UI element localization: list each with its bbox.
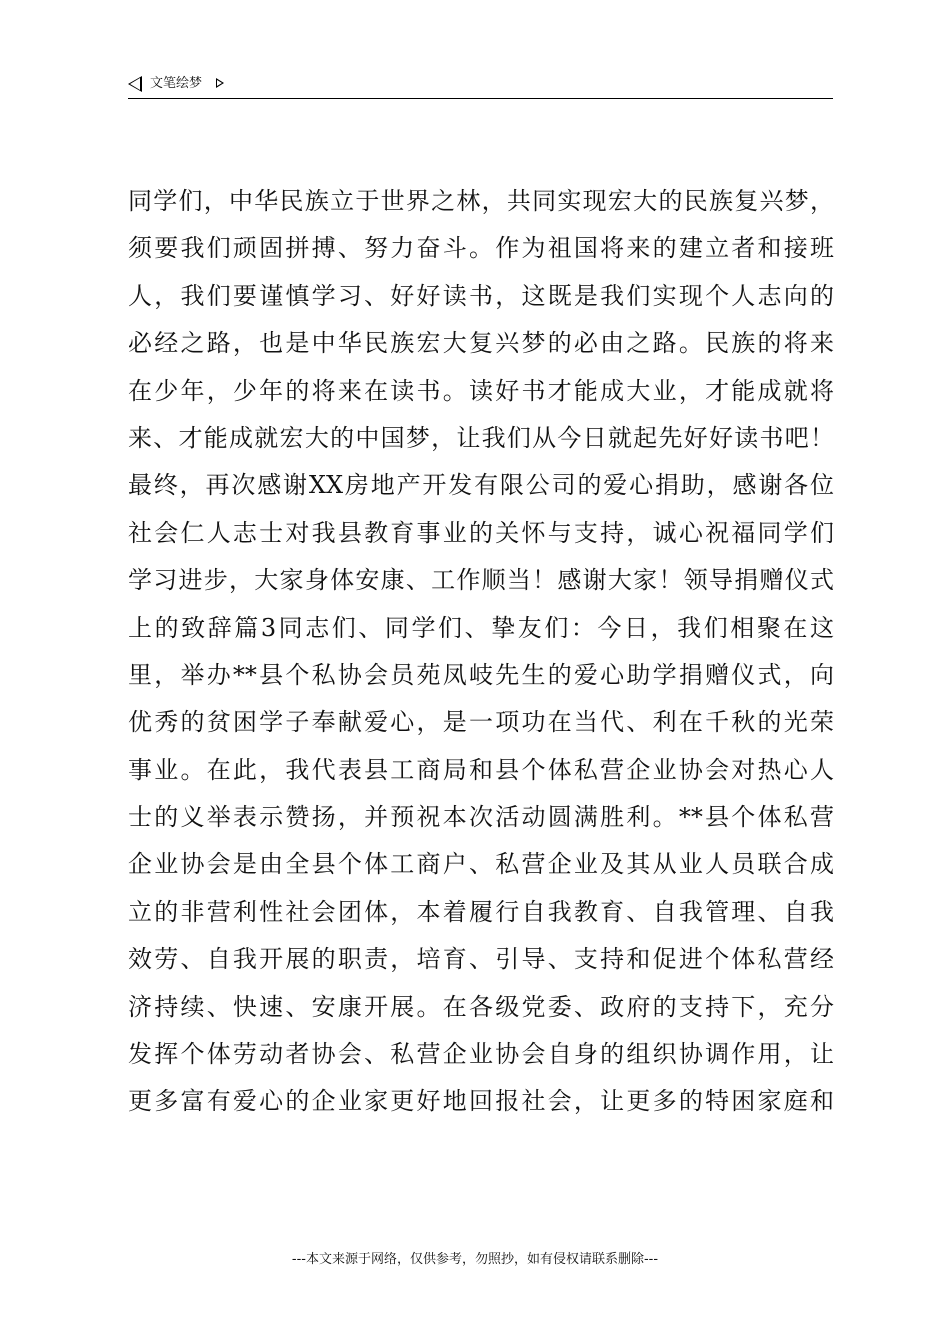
body-line: 立的非营利性社会团体，本着履行自我教育、自我管理、自我 xyxy=(128,897,834,926)
document-body xyxy=(128,178,834,1126)
page-header xyxy=(128,72,833,99)
body-line: 发挥个体劳动者协会、私营企业协会自身的组织协调作用，让 xyxy=(128,1040,834,1069)
body-line: 效劳、自我开展的职责，培育、引导、支持和促进个体私营经 xyxy=(128,945,834,974)
body-line: 最终，再次感谢XX房地产开发有限公司的爱心捐助，感谢各位 xyxy=(128,471,834,500)
body-line: 社会仁人志士对我县教育事业的关怀与支持，诚心祝福同学们 xyxy=(128,518,834,547)
body-line: 上的致辞篇3同志们、同学们、挚友们：今日，我们相聚在这 xyxy=(128,613,834,642)
body-line: 企业协会是由全县个体工商户、私营企业及其从业人员联合成 xyxy=(128,850,834,879)
triangle-right-icon xyxy=(216,78,224,88)
body-line: 须要我们顽固拼搏、努力奋斗。作为祖国将来的建立者和接班 xyxy=(128,234,834,263)
body-line: 同学们，中华民族立于世界之林，共同实现宏大的民族复兴梦， xyxy=(128,187,834,215)
body-line: 士的义举表示赞扬，并预祝本次活动圆满胜利。**县个体私营 xyxy=(128,803,834,832)
body-line: 必经之路，也是中华民族宏大复兴梦的必由之路。民族的将来 xyxy=(128,329,834,358)
body-line: 事业。在此，我代表县工商局和县个体私营企业协会对热心人 xyxy=(128,755,834,784)
footer-disclaimer: ---本文来源于网络，仅供参考，勿照抄，如有侵权请联系删除--- xyxy=(291,1252,659,1267)
body-line: 更多富有爱心的企业家更好地回报社会，让更多的特困家庭和 xyxy=(128,1087,834,1116)
body-line: 在少年，少年的将来在读书。读好书才能成大业，才能成就将 xyxy=(128,376,834,405)
body-line: 济持续、快速、安康开展。在各级党委、政府的支持下，充分 xyxy=(128,992,834,1021)
body-line: 学习进步，大家身体安康、工作顺当！感谢大家！领导捐赠仪式 xyxy=(128,566,834,595)
body-line: 优秀的贫困学子奉献爱心，是一项功在当代、利在千秋的光荣 xyxy=(128,708,834,737)
body-line: 来、才能成就宏大的中国梦，让我们从今日就起先好好读书吧！ xyxy=(128,423,834,452)
body-line: 人，我们要谨慎学习、好好读书，这既是我们实现个人志向的 xyxy=(128,281,834,310)
body-line: 里，举办**县个私协会员苑凤岐先生的爱心助学捐赠仪式，向 xyxy=(128,660,834,689)
header-brand: 文笔绘梦 xyxy=(150,76,203,91)
triangle-left-icon xyxy=(128,76,142,92)
